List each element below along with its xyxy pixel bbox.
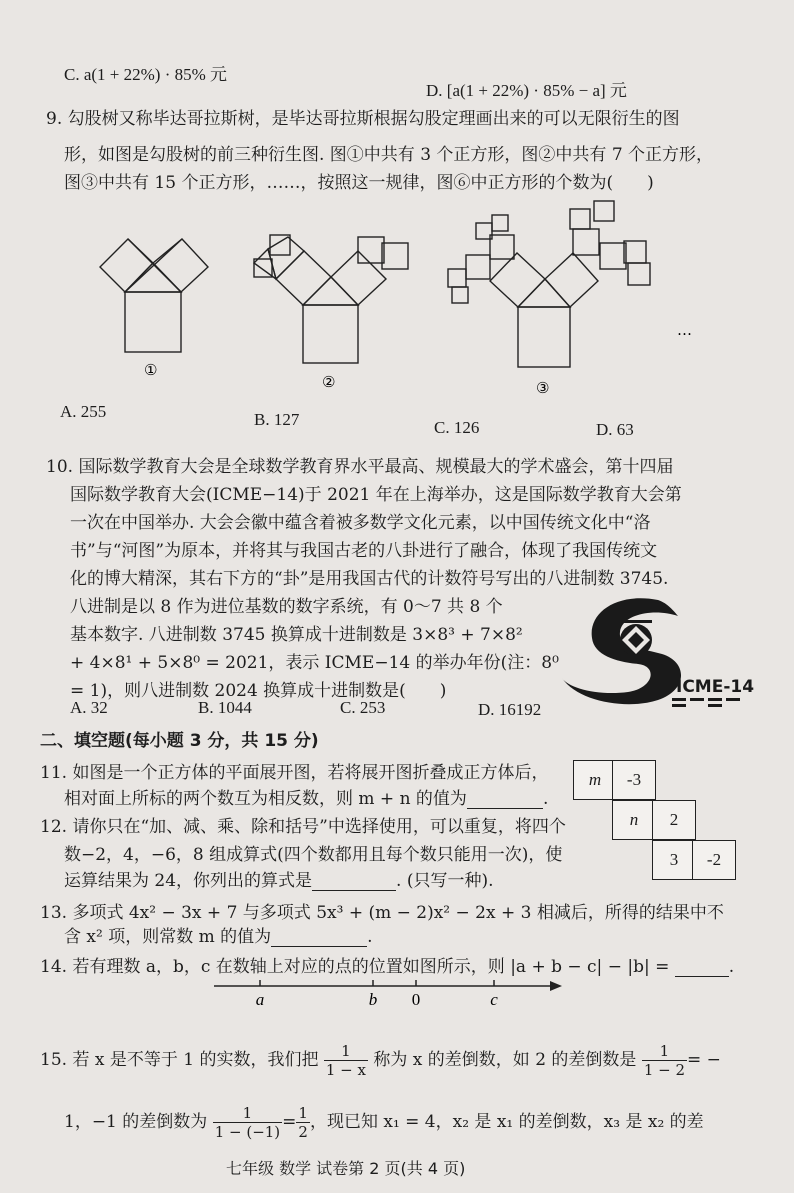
q10-line-3: 一次在中国举办. 大会会徽中蕴含着被多数学文化元素，以中国传统文化中“洛 [70, 513, 651, 533]
q13-line2 [64, 922, 373, 947]
q15-frac-4-den: 2 [298, 1123, 308, 1141]
pythagoras-tree-figures [90, 195, 690, 395]
icme-logo-text: ICME-14 [676, 677, 755, 697]
axis-point-c: c [490, 990, 498, 1009]
net-cell-n: n [612, 800, 656, 840]
axis-point-zero: 0 [411, 990, 421, 1009]
q15-frac-2-num: 1 [642, 1042, 687, 1061]
q10-line-8: + 4×8¹ + 5×8⁰ = 2021，表示 ICME−14 的举办年份(注：8⁰ [70, 653, 559, 673]
q8-option-c: C. a(1 + 22%) · 85% 元 [64, 65, 228, 84]
q12-line2: 数−2，4，−6，8 组成算式(四个数都用且每个数只能用一次)，使 [64, 845, 563, 865]
q11-answer-blank[interactable] [467, 788, 543, 809]
q15-line2-prefix: 1，−1 的差倒数为 [64, 1112, 208, 1132]
q15-line1 [40, 1040, 721, 1080]
q8-option-d: D. [a(1 + 22%) · 85% − a] 元 [426, 81, 627, 100]
q9-line1: 9. 勾股树又称毕达哥拉斯树，是毕达哥拉斯根据勾股定理画出来的可以无限衍生的图 [46, 109, 680, 129]
net-cell-neg2: -2 [692, 840, 736, 880]
axis-point-a: a [255, 990, 265, 1009]
q9-line2: 形，如图是勾股树的前三种衍生图. 图①中共有 3 个正方形，图②中共有 7 个正方形， [64, 145, 714, 165]
q13-answer-blank[interactable] [271, 926, 367, 947]
q15-suffix: = − [687, 1050, 721, 1070]
icme-logo [558, 592, 772, 712]
q15-prefix: 15. 若 x 是不等于 1 的实数，我们把 [40, 1050, 319, 1070]
q9-option-a: A. 255 [60, 402, 107, 421]
q12-end: . (只写一种). [396, 871, 494, 891]
q15-frac-3 [213, 1104, 282, 1141]
q10-option-b: B. 1044 [198, 698, 252, 717]
net-cell-neg3: -3 [612, 760, 656, 800]
q11-line1: 11. 如图是一个正方体的平面展开图，若将展开图折叠成正方体后， [40, 763, 549, 783]
q10-option-d: D. 16192 [478, 700, 542, 719]
number-line [210, 972, 570, 1012]
q12-line1: 12. 请你只在“加、减、乘、除和括号”中选择使用，可以重复，将四个 [40, 817, 566, 837]
q15-frac-2 [642, 1042, 687, 1079]
q10-line-6: 八进制是以 8 作为进位基数的数字系统，有 0～7 共 8 个 [70, 597, 503, 617]
q10-line-9: = 1)，则八进制数 2024 换算成十进制数是( ) [70, 681, 447, 701]
q15-frac-4-num: 1 [298, 1104, 308, 1122]
axis-point-b: b [368, 990, 378, 1009]
q15-line2-suffix: ，现已知 x₁ = 4，x₂ 是 x₁ 的差倒数，x₃ 是 x₂ 的差 [309, 1112, 704, 1132]
q13-text: 含 x² 项，则常数 m 的值为 [64, 927, 272, 947]
q10-option-a: A. 32 [70, 698, 108, 717]
q15-frac-2-den: 1 − 2 [643, 1061, 686, 1079]
q10-line-2: 国际数学教育大会(ICME−14)于 2021 年在上海举办，这是国际数学教育大会第 [70, 485, 682, 505]
q13-line1: 13. 多项式 4x² − 3x + 7 与多项式 5x³ + (m − 2)x² − 2x + 3 相减后，所得的结果中不 [40, 903, 724, 923]
fig2-label: ② [322, 373, 336, 391]
q14-text: 14. 若有理数 a，b，c 在数轴上对应的点的位置如图所示，则 |a + b − c| − |b| = [40, 957, 670, 977]
q14-end: . [728, 957, 735, 977]
q12-answer-blank[interactable] [312, 870, 396, 891]
q9-option-c: C. 126 [434, 418, 480, 437]
section-fill-in-title: 二、填空题(每小题 3 分，共 15 分) [40, 731, 319, 751]
q9-line3: 图③中共有 15 个正方形，……，按照这一规律，图⑥中正方形的个数为( ) [64, 173, 654, 193]
q11-text: 相对面上所标的两个数互为相反数，则 m + n 的值为 [64, 789, 467, 809]
q10-line-5: 化的博大精深，其右下方的“卦”是用我国古代的计数符号写出的八进制数 3745. [70, 569, 669, 589]
q10-line-4: 书”与“河图”为原本，并将其与我国古老的八卦进行了融合，体现了我国传统文 [70, 541, 658, 561]
q11-line2 [64, 784, 548, 809]
q13-end: . [367, 927, 373, 947]
q15-frac-3-num: 1 [213, 1104, 282, 1123]
q10-line-7: 基本数字. 八进制数 3745 换算成十进制数是 3×8³ + 7×8² [70, 625, 523, 645]
net-cell-m: m [573, 760, 617, 800]
q12-text: 运算结果为 24，你列出的算式是 [64, 871, 313, 891]
net-cell-2: 2 [652, 800, 696, 840]
q15-frac-1-num: 1 [324, 1042, 368, 1061]
q9-option-d: D. 63 [596, 420, 634, 439]
q10-option-c: C. 253 [340, 698, 386, 717]
fig1-label: ① [144, 361, 158, 379]
fig3-label: ③ [536, 379, 550, 397]
q12-line3 [64, 866, 494, 891]
net-cell-3: 3 [652, 840, 696, 880]
q10-line-1: 10. 国际数学教育大会是全球数学教育界水平最高、规模最大的学术盛会，第十四届 [46, 457, 674, 477]
q9-option-b: B. 127 [254, 410, 300, 429]
q15-line2 [64, 1102, 704, 1142]
q15-frac-1-den: 1 − x [325, 1061, 366, 1079]
q11-end: . [542, 789, 549, 809]
page-footer: 七年级 数学 试卷第 2 页(共 4 页) [226, 1159, 466, 1178]
q15-frac-4 [296, 1104, 310, 1141]
q15-frac-1 [324, 1042, 368, 1079]
q14-answer-blank[interactable] [675, 956, 729, 977]
q15-eq: = [282, 1112, 297, 1132]
q15-mid: 称为 x 的差倒数，如 2 的差倒数是 [373, 1050, 637, 1070]
fig-ellipsis: … [677, 321, 692, 339]
q15-frac-3-den: 1 − (−1) [214, 1123, 281, 1141]
